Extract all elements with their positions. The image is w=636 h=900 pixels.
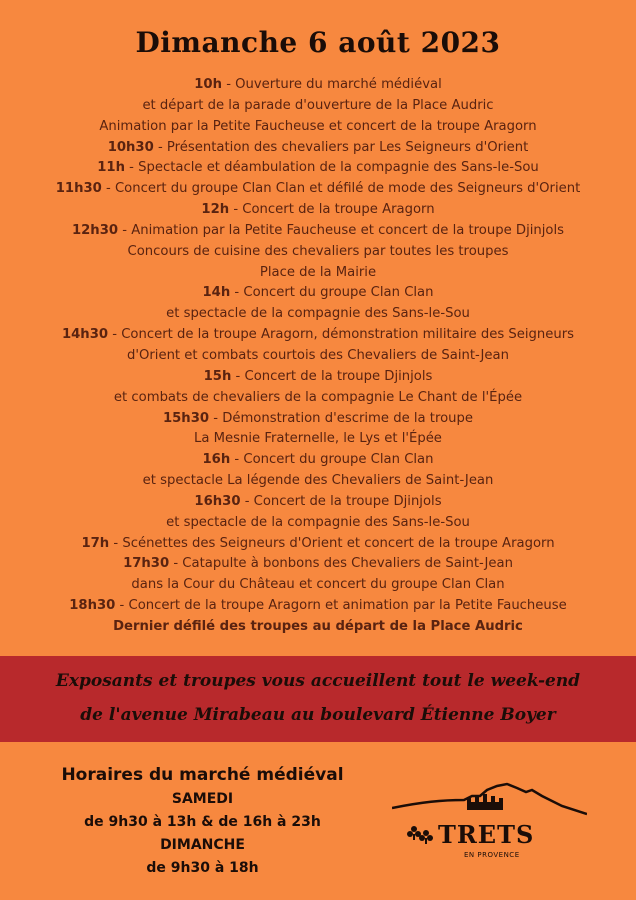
schedule-line	[0, 75, 636, 96]
schedule-line	[0, 429, 636, 450]
schedule-line	[0, 596, 636, 617]
schedule-text: Animation par la Petite Faucheuse et concert de la troupe Aragorn	[99, 118, 537, 134]
schedule-line	[0, 96, 636, 117]
banner-line-1: Exposants et troupes vous accueillent tout le week-end	[55, 671, 581, 691]
schedule-text: et départ de la parade d'ouverture de la Place Audric	[142, 97, 494, 113]
schedule-time: 16h	[202, 452, 231, 468]
schedule-time: 11h	[97, 160, 125, 176]
schedule-text: - Animation par la Petite Faucheuse et concert de la troupe Djinjols	[118, 222, 565, 238]
schedule-text: Place de la Mairie	[259, 264, 377, 280]
schedule-line	[0, 263, 636, 284]
schedule-line	[0, 242, 636, 263]
schedule-line	[0, 471, 636, 492]
schedule-text: et combats de chevaliers de la compagnie Le Chant de l'Épée	[113, 389, 523, 405]
schedule-line	[0, 138, 636, 159]
schedule-text: et spectacle La légende des Chevaliers de Saint-Jean	[142, 473, 494, 489]
schedule-text: - Présentation des chevaliers par Les Seigneurs d'Orient	[153, 139, 529, 155]
schedule-time: 12h	[201, 202, 230, 218]
schedule-line	[0, 388, 636, 409]
schedule-time: 14h	[202, 285, 231, 301]
schedule-text: - Catapulte à bonbons des Chevaliers de Saint-Jean	[169, 556, 513, 572]
schedule-text: - Scénettes des Seigneurs d'Orient et concert de la troupe Aragorn	[109, 535, 555, 551]
market-hours	[0, 762, 405, 880]
schedule-time: 12h30	[71, 222, 119, 238]
hours-saturday-label: SAMEDI	[171, 791, 234, 807]
schedule-line	[0, 221, 636, 242]
schedule-text: - Concert de la troupe Aragorn, démonstration militaire des Seigneurs	[108, 327, 575, 343]
schedule-line	[0, 283, 636, 304]
schedule-line	[0, 409, 636, 430]
schedule-text: - Démonstration d'escrime de la troupe	[209, 410, 474, 426]
schedule-text: et spectacle de la compagnie des Sans-le-Sou	[166, 306, 470, 322]
schedule-text: - Ouverture du marché médiéval	[222, 77, 442, 92]
schedule-time: 10h30	[107, 139, 154, 155]
schedule-text: dans la Cour du Château et concert du groupe Clan Clan	[131, 577, 505, 593]
schedule-text: - Concert de la troupe Aragorn et animation par la Petite Faucheuse	[115, 598, 567, 614]
schedule-time: 10h	[194, 77, 222, 92]
schedule-time: 16h30	[194, 493, 241, 509]
schedule-line	[0, 513, 636, 534]
schedule-text: - Concert de la troupe Djinjols	[240, 493, 442, 509]
schedule-line	[0, 325, 636, 346]
logo-name: TRETS	[438, 820, 535, 849]
schedule-text: La Mesnie Fraternelle, le Lys et l'Épée	[194, 431, 442, 447]
schedule-line	[0, 534, 636, 555]
schedule-time: 11h30	[55, 181, 102, 197]
schedule-line	[0, 450, 636, 471]
schedule-line	[0, 200, 636, 221]
schedule-line	[0, 179, 636, 200]
schedule-line	[0, 367, 636, 388]
hours-sunday-label: DIMANCHE	[160, 837, 245, 853]
schedule-line	[0, 617, 636, 638]
schedule-text: - Concert du groupe Clan Clan	[230, 285, 434, 301]
schedule-time: 18h30	[69, 598, 116, 614]
schedule-time: 17h30	[123, 556, 170, 572]
schedule-time: 15h30	[162, 410, 210, 426]
schedule-line	[0, 158, 636, 179]
schedule-list	[0, 75, 636, 638]
schedule-line	[0, 346, 636, 367]
schedule-text: - Concert du groupe Clan Clan	[230, 452, 434, 468]
schedule-text: - Concert de la troupe Djinjols	[231, 368, 433, 384]
schedule-text: Dernier défilé des troupes au départ de la Place Audric	[113, 618, 523, 634]
schedule-text: et spectacle de la compagnie des Sans-le-Sou	[166, 514, 470, 530]
schedule-line	[0, 554, 636, 575]
banner-line-2: de l'avenue Mirabeau au boulevard Étienne Boyer	[80, 705, 556, 725]
schedule-text: - Concert de la troupe Aragorn	[229, 202, 435, 218]
hours-title: Horaires du marché médiéval	[61, 765, 344, 785]
schedule-time: 14h30	[61, 327, 109, 343]
schedule-time: 15h	[203, 368, 232, 384]
schedule-line	[0, 575, 636, 596]
logo-subtitle: EN PROVENCE	[464, 851, 520, 859]
schedule-line	[0, 117, 636, 138]
exhibitors-banner	[0, 656, 636, 742]
page-title: Dimanche 6 août 2023	[135, 26, 501, 59]
schedule-line	[0, 492, 636, 513]
schedule-line	[0, 304, 636, 325]
schedule-text: - Concert du groupe Clan Clan et défilé de mode des Seigneurs d'Orient	[101, 181, 581, 197]
schedule-text: Concours de cuisine des chevaliers par toutes les troupes	[127, 243, 509, 259]
hours-saturday-times: de 9h30 à 13h & de 16h à 23h	[84, 814, 321, 830]
schedule-text: - Spectacle et déambulation de la compagnie des Sans-le-Sou	[124, 160, 539, 176]
schedule-text: d'Orient et combats courtois des Chevaliers de Saint-Jean	[127, 347, 509, 363]
hours-sunday-times: de 9h30 à 18h	[146, 860, 259, 876]
schedule-time: 17h	[81, 535, 110, 551]
